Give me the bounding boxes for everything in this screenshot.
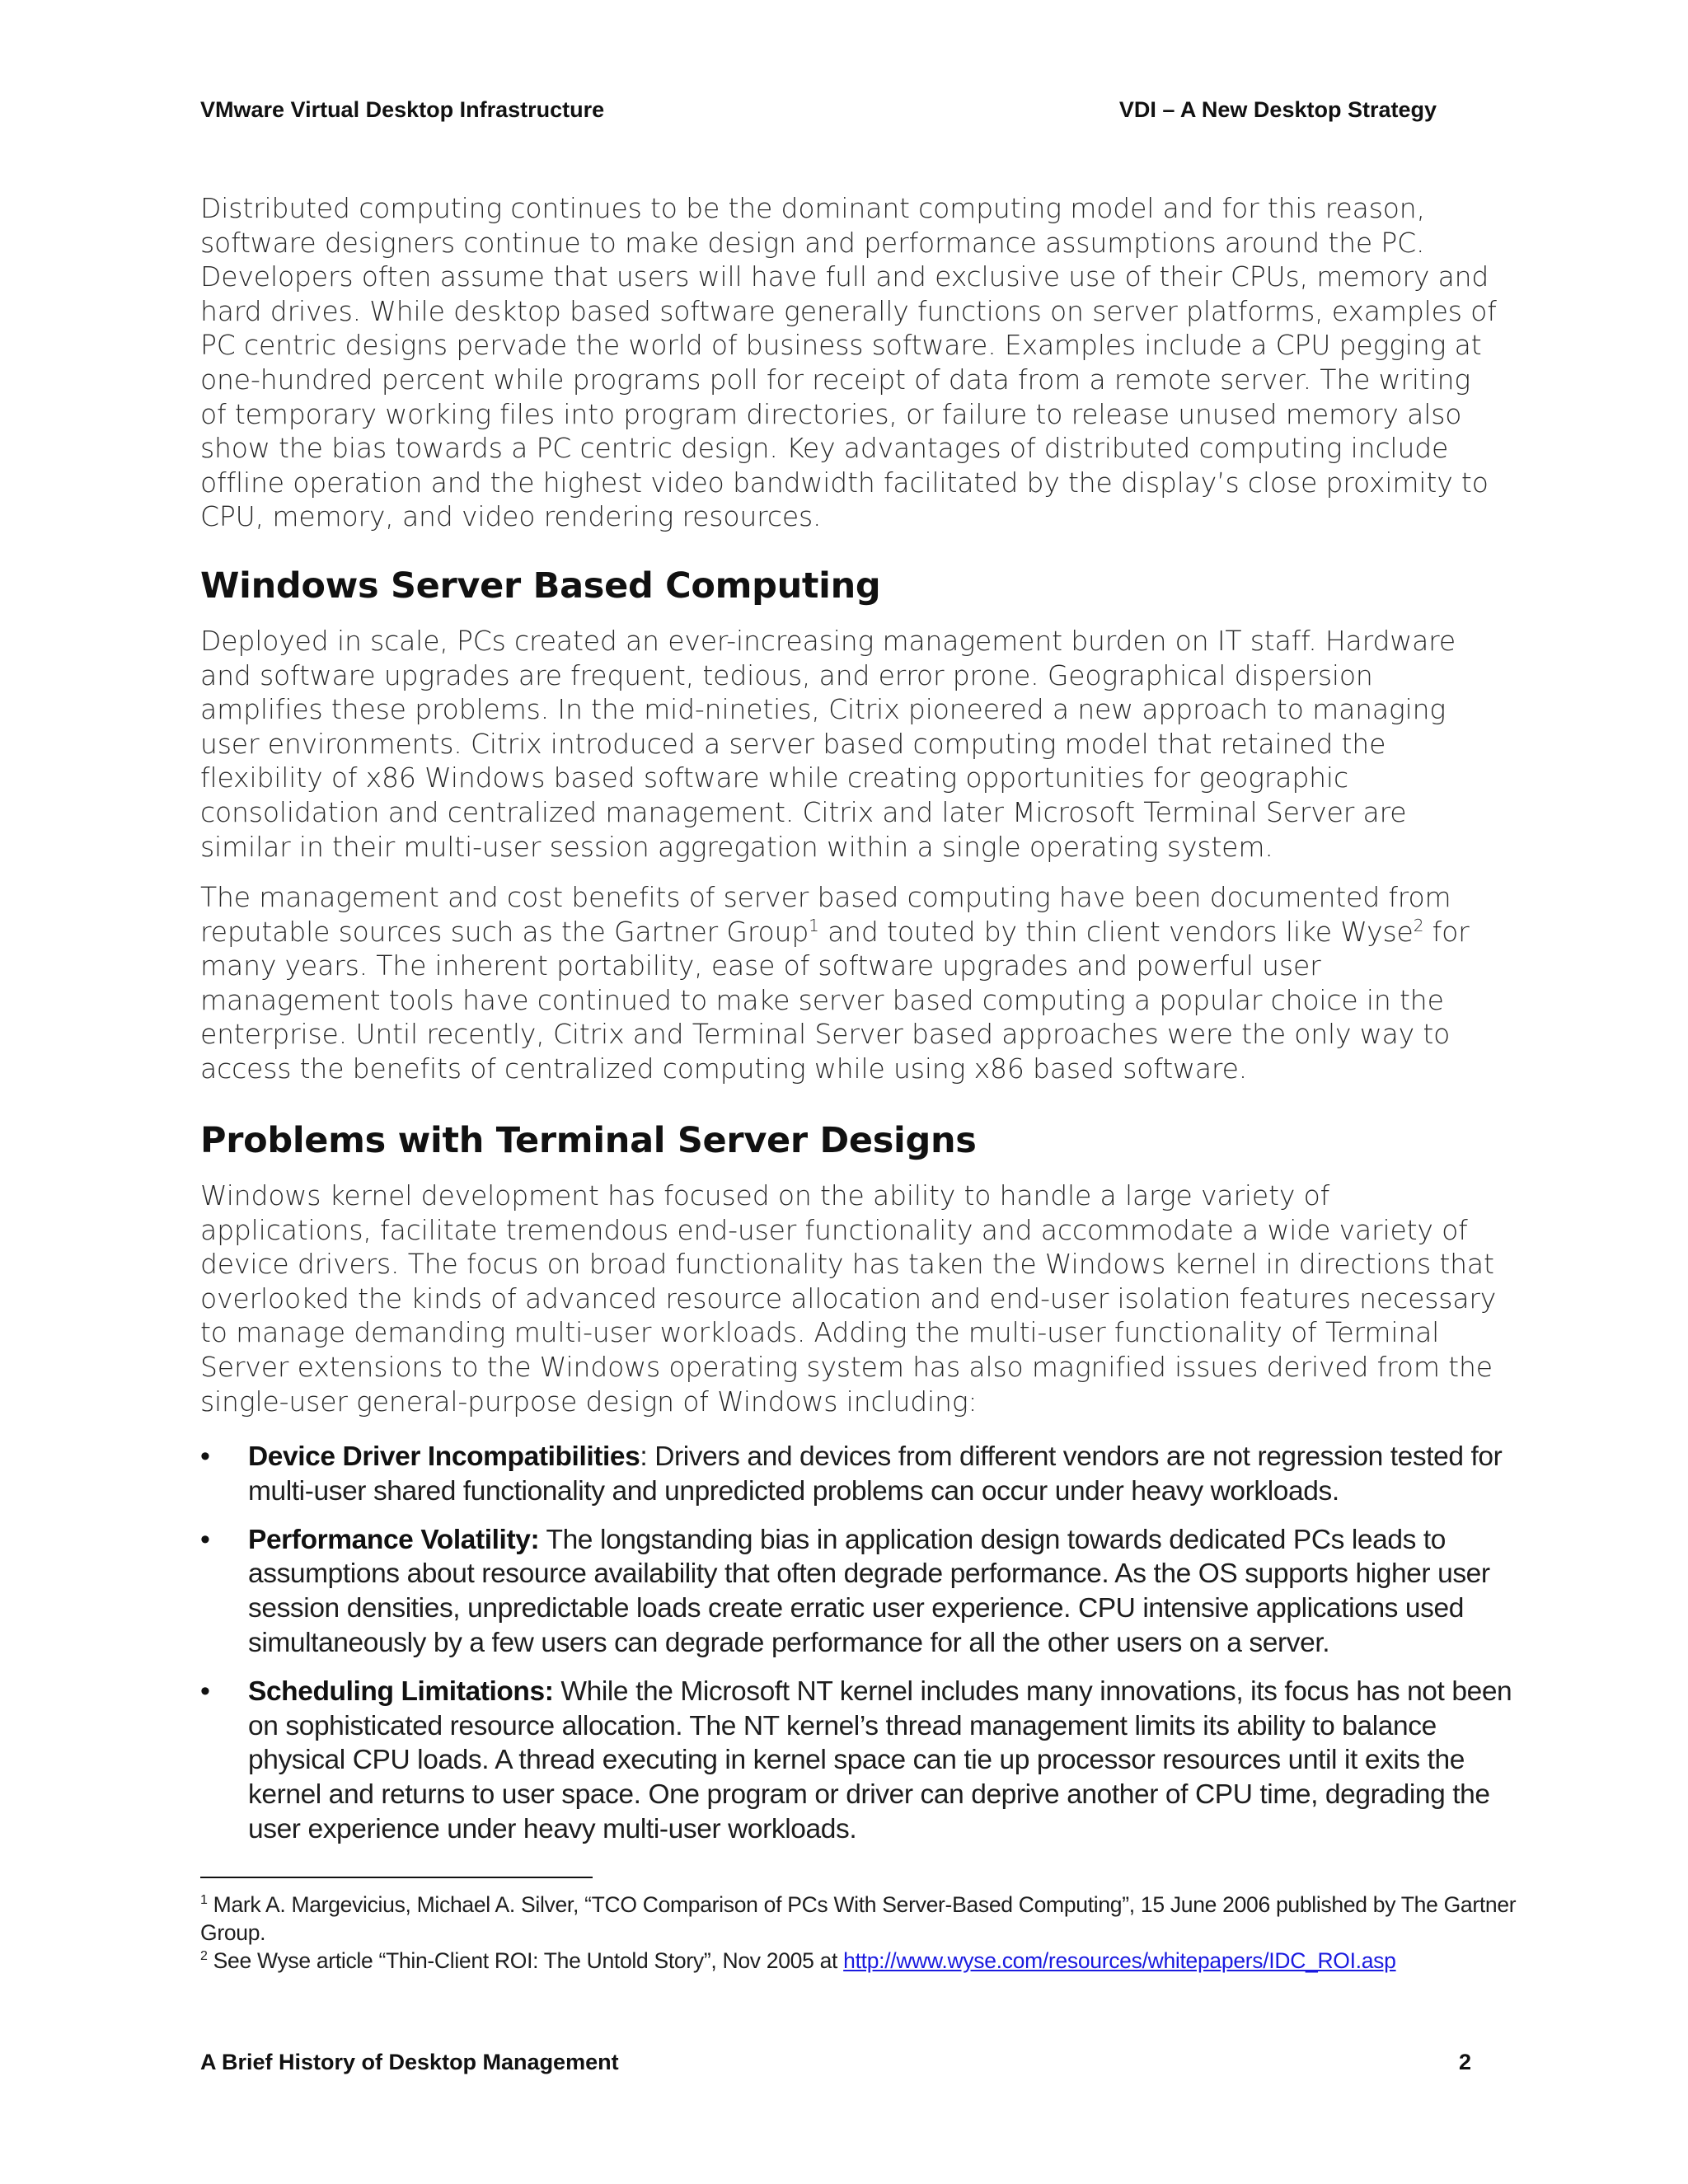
section2-paragraph: Windows kernel development has focused on the ability to handle a large variety of applications, facilitate tremendous end-user functionality and accommodate a wide variety of device drivers. The focus on broad functionality has taken the Windows kernel in directions that overlooked the kinds of advanced resource allocation and end-user isolation features necessary to manage demanding multi-user workloads. Adding the multi-user functionality of Terminal Server extensions to the Windows operating system has also magnified issues derived from the single-user general-purpose design of Windows including: <box>200 1179 1497 1418</box>
paragraph-text: The management and cost benefits of server based computing have been documented from reputable sources such as the Gartner Group <box>200 881 1451 948</box>
footnote-text: See Wyse article “Thin-Client ROI: The Untold Story”, Nov 2005 at <box>207 1948 844 1973</box>
page-number: 2 <box>1458 2050 1471 2074</box>
footnote-2 <box>200 1947 1519 1975</box>
paragraph-text: for many years. The inherent portability, ease of software upgrades and powerful user management tools have continued to make server based computing a popular choice in the enterprise. Until recently, Citrix and Terminal Server based approaches were the only way to access the benefits of centralized computing while using x86 based software. <box>200 915 1470 1085</box>
bullet-term: Scheduling Limitations: <box>248 1675 554 1707</box>
footnote-number: 1 <box>200 1893 208 1908</box>
bullet-scheduling-limitations <box>200 1675 1519 1847</box>
bullet-text: The longstanding bias in application design towards dedicated PCs leads to assumptions about resource availability that often degrade performance. As the OS supports higher user session densities, unpredictable loads create erratic user experience. CPU intensive applications used simultaneously by a few users can degrade performance for all the other users on a server. <box>248 1524 1490 1658</box>
bullet-icon: • <box>200 1441 210 1472</box>
footnote-divider <box>200 1877 593 1878</box>
running-header-chapter: VDI – A New Desktop Strategy <box>1118 97 1437 122</box>
footnote-1 <box>200 1891 1519 1947</box>
bullet-text: : Drivers and devices from different vendors are not regression tested for multi-user shared functionality and unpredicted problems can occur under heavy workloads. <box>248 1441 1503 1507</box>
bullet-performance-volatility <box>200 1523 1519 1661</box>
intro-paragraph: Distributed computing continues to be the dominant computing model and for this reason, software designers continue to make design and performance assumptions around the PC. Developers often assume that users will have full and exclusive use of their CPUs, memory and hard drives. While desktop based software generally functions on server platforms, examples of PC centric designs pervade the world of business software. Examples include a CPU pegging at one-hundred percent while programs poll for receipt of data from a remote server. The writing of temporary working files into program directories, or failure to release unused memory also show the bias towards a PC centric design. Key advantages of distributed computing include offline operation and the highest video bandwidth facilitated by the display’s close proximity to CPU, memory, and video rendering resources. <box>200 192 1497 533</box>
problem-bullet-list <box>200 1440 1519 1861</box>
bullet-icon: • <box>200 1523 210 1555</box>
section1-paragraph-2 <box>200 880 1503 1086</box>
footnote-ref-2[interactable]: 2 <box>1413 915 1424 935</box>
section-heading-windows-server-based-computing: Windows Server Based Computing <box>200 565 881 607</box>
footnote-ref-1[interactable]: 1 <box>809 915 819 935</box>
running-header-title: VMware Virtual Desktop Infrastructure <box>200 97 605 122</box>
bullet-term: Device Driver Incompatibilities <box>248 1441 640 1472</box>
bullet-term: Performance Volatility: <box>248 1524 540 1555</box>
section-heading-problems-with-terminal-server-designs: Problems with Terminal Server Designs <box>200 1120 977 1161</box>
running-footer-title: A Brief History of Desktop Management <box>200 2050 619 2074</box>
wyse-whitepaper-link[interactable]: http://www.wyse.com/resources/whitepapers/IDC_ROI.asp <box>843 1948 1396 1973</box>
bullet-device-driver-incompatibilities <box>200 1440 1519 1509</box>
footnote-text: Mark A. Margevicius, Michael A. Silver, “TCO Comparison of PCs With Server-Based Computing”, 15 June 2006 published by The Gartner Group. <box>200 1892 1517 1945</box>
paragraph-text: and touted by thin client vendors like Wyse <box>818 915 1414 948</box>
section1-paragraph-1: Deployed in scale, PCs created an ever-increasing management burden on IT staff. Hardware and software upgrades are frequent, tedious, and error prone. Geographical dispersion amplifies these problems. In the mid-nineties, Citrix pioneered a new approach to managing user environments. Citrix introduced a server based computing model that retained the flexibility of x86 Windows based software while creating opportunities for geographic consolidation and centralized management. Citrix and later Microsoft Terminal Server are similar in their multi-user session aggregation within a single operating system. <box>200 625 1456 863</box>
bullet-icon: • <box>200 1675 210 1707</box>
footnote-number: 2 <box>200 1949 208 1964</box>
footnotes <box>200 1891 1519 1975</box>
bullet-text: While the Microsoft NT kernel includes many innovations, its focus has not been on sophisticated resource allocation. The NT kernel’s thread management limits its ability to balance physical CPU loads. A thread executing in kernel space can tie up processor resources until it exits the kernel and returns to user space. One program or driver can deprive another of CPU time, degrading the user experience under heavy multi-user workloads. <box>248 1675 1512 1844</box>
